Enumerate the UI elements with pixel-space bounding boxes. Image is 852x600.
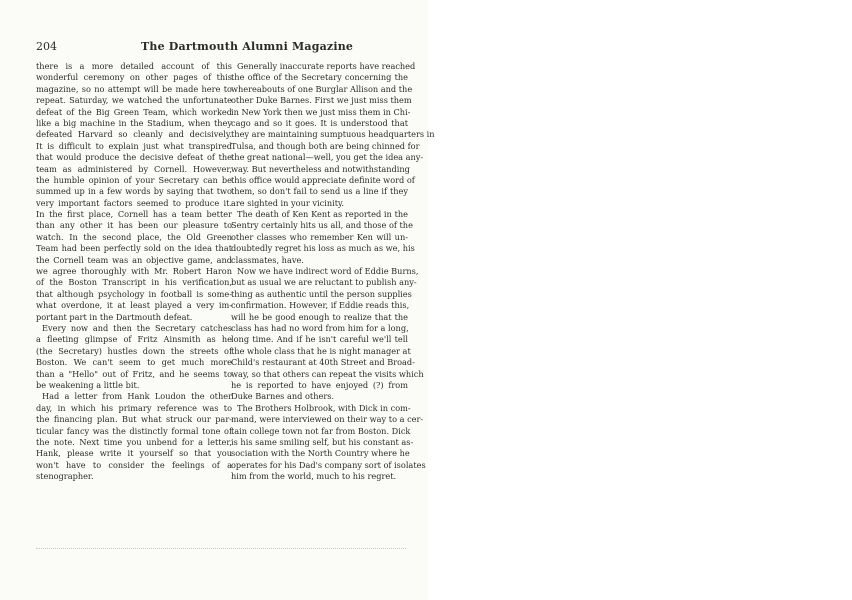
text-line: of the Boston Transcript in his verification, bbox=[36, 277, 232, 288]
text-line: that would produce the decisive defeat of the bbox=[36, 152, 232, 163]
text-line: whereabouts of one Burglar Allison and the bbox=[231, 83, 413, 94]
text-line: a fleeting glimpse of Fritz Ainsmith as he bbox=[36, 334, 232, 345]
text-line: Now we have indirect word of Eddie Burns, bbox=[237, 266, 419, 277]
text-line: team as administered by Cornell. However, bbox=[36, 163, 232, 174]
text-line: them, so don't fail to send us a line if they bbox=[231, 186, 408, 197]
text-line: Sentry certainly hits us all, and those of the bbox=[231, 220, 413, 231]
text-line: portant part in the Dartmouth defeat. bbox=[36, 311, 193, 322]
text-line: Tulsa, and though both are being chinned for bbox=[231, 140, 420, 151]
text-line: thing as authentic until the person supplies bbox=[231, 288, 412, 299]
text-line: the humble opinion of your Secretary can be bbox=[36, 174, 232, 185]
text-line: defeated Harvard so cleanly and decisively. bbox=[36, 129, 232, 140]
text-line: other Duke Barnes. First we just miss them bbox=[231, 95, 412, 106]
text-line: wonderful ceremony on other pages of this bbox=[36, 72, 232, 83]
text-line: this office would appreciate definite word of bbox=[231, 174, 415, 185]
text-line: Hank, please write it yourself so that you bbox=[36, 448, 232, 459]
text-line: stenographer. bbox=[36, 471, 94, 482]
text-line: but as usual we are reluctant to publish any- bbox=[231, 277, 417, 288]
text-line: what overdone, it at least played a very im- bbox=[36, 300, 232, 311]
text-line: Team had been perfectly sold on the idea that bbox=[36, 243, 232, 254]
text-line: mand, were interviewed on their way to a cer- bbox=[231, 414, 424, 425]
text-line: there is a more detailed account of this bbox=[36, 61, 232, 71]
text-line: the great national—well, you get the idea any- bbox=[231, 152, 424, 163]
text-line: ticular fancy was the distinctly formal tone of bbox=[36, 425, 232, 436]
text-line: the whole class that he is night manager at bbox=[231, 345, 411, 356]
text-line: The death of Ken Kent as reported in the bbox=[237, 209, 408, 220]
text-line: It is difficult to explain just what transpired bbox=[36, 140, 232, 151]
text-line: like a big machine in the Stadium, when they bbox=[36, 117, 232, 128]
text-line: he is reported to have enjoyed (?) from bbox=[231, 379, 408, 390]
text-line: will he be good enough to realize that the bbox=[231, 311, 408, 322]
text-line: won't have to consider the feelings of a bbox=[36, 459, 232, 470]
text-line: classmates, have. bbox=[231, 254, 304, 265]
text-line: defeat of the Big Green Team, which worked bbox=[36, 106, 232, 117]
text-line: is his same smiling self, but his constant as- bbox=[231, 436, 414, 447]
text-line: magazine, so no attempt will be made here to bbox=[36, 83, 232, 94]
text-line: be weakening a little bit. bbox=[36, 379, 140, 390]
text-line: long time. And if he isn't careful we'll tell bbox=[231, 334, 408, 345]
text-line: Every now and then the Secretary catches bbox=[42, 322, 232, 333]
left-column bbox=[36, 61, 232, 482]
text-line: they are maintaining sumptuous headquarters in bbox=[231, 129, 435, 140]
text-line: The Brothers Holbrook, with Dick in com- bbox=[237, 402, 411, 413]
text-line: In the first place, Cornell has a team better bbox=[36, 209, 232, 220]
text-line: way, so that others can repeat the visits which bbox=[231, 368, 424, 379]
text-line: watch. In the second place, the Old Green bbox=[36, 231, 232, 242]
text-line: very important factors seemed to produce it. bbox=[36, 197, 232, 208]
text-line: day, in which his primary reference was to bbox=[36, 402, 232, 413]
text-line: confirmation. However, if Eddie reads this, bbox=[231, 300, 410, 311]
text-line: summed up in a few words by saying that two bbox=[36, 186, 232, 197]
page-number: 204 bbox=[36, 40, 57, 53]
text-line: Duke Barnes and others. bbox=[231, 391, 335, 402]
text-line: cago and so it goes. It is understood that bbox=[231, 117, 408, 128]
text-line: (the Secretary) hustles down the streets of bbox=[36, 345, 232, 356]
bottom-rule bbox=[36, 548, 406, 549]
text-line: repeat. Saturday, we watched the unfortunate bbox=[36, 95, 232, 106]
text-line: way. But nevertheless and notwithstanding bbox=[231, 163, 410, 174]
text-line: in New York then we just miss them in Chi- bbox=[231, 106, 411, 117]
text-line: Generally inaccurate reports have reached bbox=[237, 61, 416, 71]
text-line: Boston. We can't seem to get much more bbox=[36, 357, 232, 368]
text-line: the Cornell team was an objective game, and bbox=[36, 254, 232, 265]
text-line: tain college town not far from Boston. Dick bbox=[231, 425, 411, 436]
text-line: Child's restaurant at 40th Street and Broad- bbox=[231, 357, 415, 368]
running-title: The Dartmouth Alumni Magazine bbox=[141, 40, 354, 53]
text-line: doubtedly regret his loss as much as we, his bbox=[231, 243, 415, 254]
text-line: than any other it has been our pleasure to bbox=[36, 220, 232, 231]
text-line: Had a letter from Hank Loudon the other bbox=[42, 391, 232, 402]
text-line: we agree thoroughly with Mr. Robert Haron bbox=[36, 266, 232, 277]
text-line: class has had no word from him for a long, bbox=[231, 322, 409, 333]
text-line: him from the world, much to his regret. bbox=[231, 471, 397, 482]
text-line: other classes who remember Ken will un- bbox=[231, 231, 408, 242]
text-line: operates for his Dad's company sort of isolates bbox=[231, 459, 426, 470]
text-line: the office of the Secretary concerning the bbox=[231, 72, 408, 83]
right-column bbox=[231, 61, 435, 482]
text-line: the note. Next time you unbend for a letter, bbox=[36, 436, 232, 447]
text-line: sociation with the North Country where he bbox=[231, 448, 410, 459]
text-line: the financing plan. But what struck our par- bbox=[36, 414, 232, 425]
text-line: that although psychology in football is some- bbox=[36, 288, 232, 299]
text-line: are sighted in your vicinity. bbox=[231, 197, 345, 208]
text-line: than a "Hello" out of Fritz, and he seems to bbox=[36, 368, 232, 379]
